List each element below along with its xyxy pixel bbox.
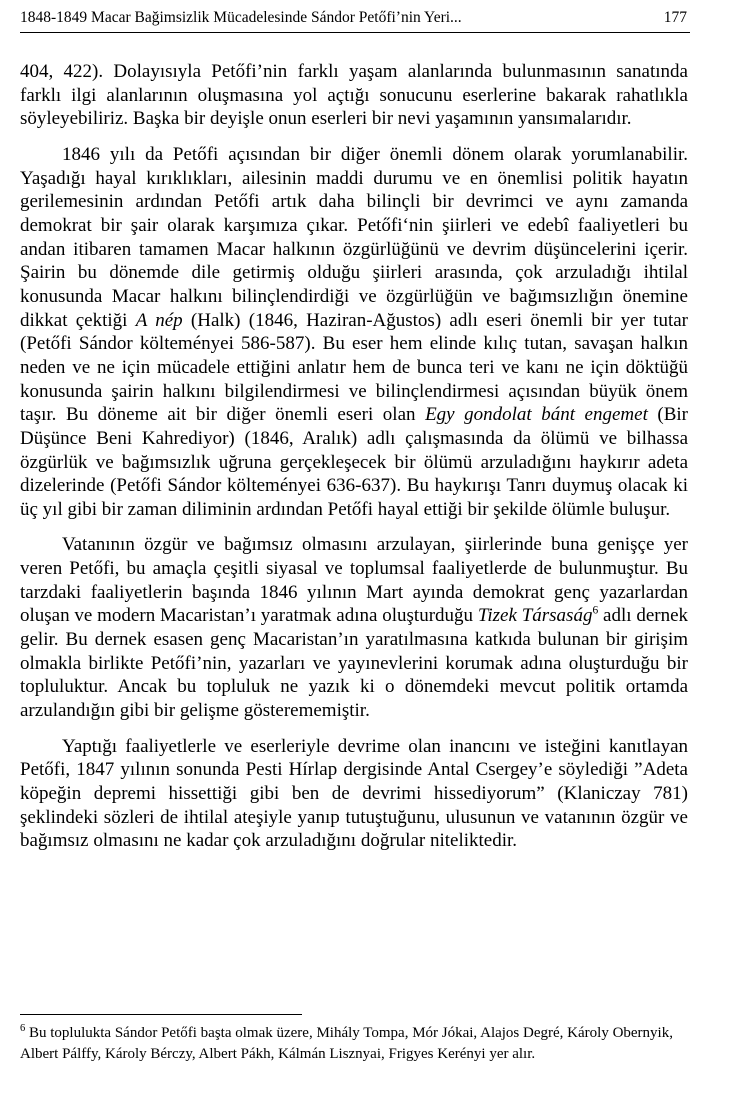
paragraph-3 <box>20 533 688 722</box>
running-header <box>20 6 690 33</box>
paragraph-2-part-c: (Bir Düşünce Beni Kahrediyor) (1846, Aralık) adlı çalışmasında da ölümü ve bilhassa özgürlük ve bağımsızlık uğruna gerçekleşecek bir ölümü arzuladığını haykırır adeta dizelerinde (Petőfi Sándor költeményei 636-637). Bu haykırışı Tanrı duymuş olacak ki üç yıl gibi bir zaman diliminin ardından Petőfi hayal ettiği bir şekilde ölümle buluşur. <box>20 404 689 520</box>
society-title-tizek-tarsasag: Tizek Társaság <box>477 605 593 627</box>
paragraph-4: Yaptığı faaliyetlerle ve eserleriyle devrime olan inancını ve isteğini kanıtlayan Petőfi, 1847 yılının sonunda Pesti Hírlap dergisinde Antal Csergey’e söylediği ”Adeta köpeğin depremi hissettiği gibi ben de devrimi hissediyorum” (Klaniczay 781) şeklindeki sözleri de ihtilal ateşiyle yanıp tutuştuğunu, ulusunun ve vatanının özgür ve bağımsız olmasını ne kadar çok arzuladığını doğrular niteliktedir. <box>20 735 688 852</box>
footnote <box>20 1023 680 1066</box>
footnote-text: Bu toplulukta Sándor Petőfi başta olmak üzere, Mihály Tompa, Mór Jókai, Alajos Degré, Károly Obernyik, Albert Pálffy, Károly Bérczy, Albert Pákh, Kálmán Lisznyai, Frigyes Kerényi yer alır. <box>20 1025 673 1063</box>
page-number: 177 <box>663 9 687 26</box>
footnote-separator <box>20 1014 302 1015</box>
work-title-egy-gondolat: Egy gondolat bánt engemet <box>425 404 648 426</box>
running-title: 1848-1849 Macar Bağimsizlik Mücadelesinde Sándor Petőfi’nin Yeri... <box>20 9 462 26</box>
paragraph-3-part-a: Vatanının özgür ve bağımsız olmasını arzulayan, şiirlerinde buna genişçe yer veren Petőfi, bu amaçla çeşitli siyasal ve toplumsal faaliyetlerde de bulunmuştur. Bu tarzdaki faaliyetlerin başında 1846 yılının Mart ayında demokrat genç yazarlardan oluşan ve modern Macaristan’ı yaratmak adına oluşturduğu <box>20 534 688 627</box>
work-title-a-nep: A nép <box>135 309 183 331</box>
paragraph-2 <box>20 143 688 522</box>
footnote-mark: 6 <box>20 1023 26 1034</box>
footnote-reference[interactable]: 6 <box>592 605 599 618</box>
paragraph-1: 404, 422). Dolayısıyla Petőfi’nin farklı yaşam alanlarında bulunmasının sanatında farklı ilgi alanlarının oluşmasına yol açtığı sonucunu eserlerine bakarak rahatlıkla söyleyebiliriz. Başka bir deyişle onun eserleri bir nevi yaşamının yansımalarıdır. <box>20 61 688 130</box>
body-text <box>20 60 688 853</box>
paragraph-2-part-a: 1846 yılı da Petőfi açısından bir diğer önemli dönem olarak yorumlanabilir. Yaşadığı hayal kırıklıkları, ailesinin maddi durumu ve en önemlisi politik hayatın gerilemesinin ardından Petőfi artık daha bilinçli bir devrimci ve aynı zamanda demokrat bir şair olarak karşımıza çıkar. Petőfi‘nin şiirleri ve edebî faaliyetleri bu andan itibaren tamamen Macar halkının özgürlüğünü ve devrim düşüncelerini içerir. Şairin bu dönemde dile getirmiş olduğu şiirleri arasında, çok arzuladığı ihtilal konusunda Macar halkını bilinçlendirdiği ve özgürlüğün ve bağımsızlığın önemine dikkat çektiği <box>20 143 688 331</box>
paragraph-3-part-b: adlı dernek gelir. Bu dernek esasen genç Macaristan’ın yaratılmasına katkıda bulunan bir girişim olmakla birlikte Petőfi’nin, yazarları ve yayınevlerini korumak adına oluşturduğu bir topluluktur. Ancak bu topluluk ne yazık ki o dönemdeki mevcut politik ortamda arzulandığın gibi bir gelişme gösterememiştir. <box>20 605 689 722</box>
paragraph-2-part-b: (Halk) (1846, Haziran-Ağustos) adlı eseri önemli bir yer tutar (Petőfi Sándor költeményei 586-587). Bu eser hem elinde kılıç tutan, savaşan halkın neden ve ne için mücadele ettiğini anlatır hem de bunca teri ve kanı ne için döktüğü konusunda şairin halkını bilgilendirmesi ve bilinçlendirmesi açısından büyük önem taşır. Bu döneme ait bir diğer önemli eseri olan <box>20 309 688 426</box>
